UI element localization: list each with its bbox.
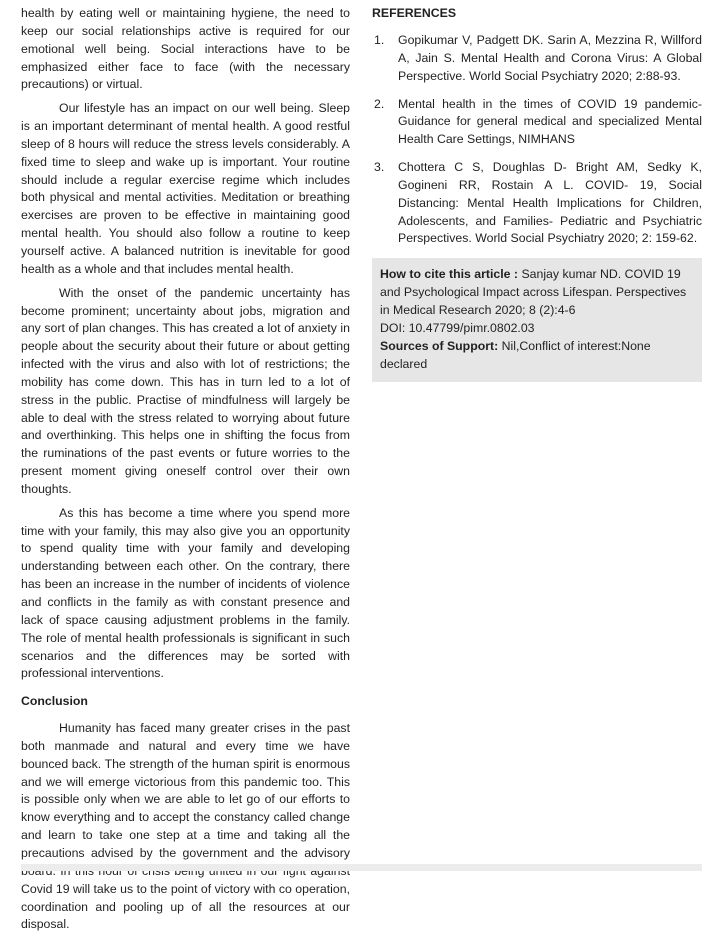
references-list — [372, 32, 702, 248]
reference-text: Gopikumar V, Padgett DK. Sarin A, Mezzina R, Willford A, Jain S. Mental Health and Corona Virus: A Global Perspective. World Social Psychiatry 2020; 2:88-93. — [398, 33, 702, 83]
sources-of-support-text: Nil,Conflict of interest:None declared — [380, 339, 651, 372]
doi-line: DOI: 10.47799/pimr.0802.03 — [380, 321, 535, 336]
body-paragraph-3: With the onset of the pandemic uncertainty has become prominent; uncertainty about jobs, migration and any sort of plan changes. This has created a lot of anxiety in people about the security about their future or about getting infected with the virus and also with lot of restrictions; the mobility has come down. This has in turn led to a lot of stress in the public. Practise of mindfulness will largely be able to deal with the stress related to worrying about future and overthinking. This helps one in shifting the focus from the ruminations of the past events or future worries to the present moment giving oneself control over their own thoughts. — [21, 285, 350, 496]
reference-item — [372, 159, 702, 248]
reference-item — [372, 96, 702, 150]
left-column — [21, 5, 350, 934]
footer-bar — [21, 864, 702, 871]
right-column — [372, 5, 702, 382]
sources-of-support — [380, 337, 694, 373]
body-paragraph-2: Our lifestyle has an impact on our well being. Sleep is an important determinant of mental health. A good restful sleep of 8 hours will reduce the stress levels considerably. A fixed time to sleep and wake up is important. Your routine should include a regular exercise regime which includes both physical and mental activities. Meditation or breathing exercises are proven to be effective in maintaining good mental health. You should also follow a routine to keep yourself active. A balanced nutrition is inevitable for good health as a whole and that includes mental health. — [21, 101, 350, 276]
how-to-cite-label: How to cite this article : — [380, 267, 519, 282]
reference-text: Mental health in the times of COVID 19 pandemic- Guidance for general medical and specialized Mental Health Care Settings, NIMHANS — [398, 96, 702, 147]
conclusion-paragraph: Humanity has faced many greater crises in the past both manmade and natural and every time we have bounced back. The strength of the human spirit is enormous and we will emerge victorious from this pandemic too. This is possible only when we are able to let go of our efforts to know everything and to accept the constancy called change and learn to take one step at a time and taking all the precautions advised by the government and the advisory Covid 19 will take us to the point of victory with co operation, coordination and pooling up of all the resources at our disposal. — [21, 721, 350, 932]
body-paragraph-1: health by eating well or maintaining hygiene, the need to keep our social relationships active is required for our emotional well being. Social interactions have to be emphasized either face to face (with the necessary precautions) or virtual. — [21, 6, 350, 92]
body-paragraph-4: As this has become a time where you spend more time with your family, this may also give you an opportunity to spend quality time with your family and developing understanding between each other. On the contrary, there has been an increase in the number of incidents of violence and conflicts in the family as with constant presence and lack of space causing adjustment problems in the family. The role of mental health professionals is significant in such scenarios and the differences may be sorted with professional interventions. — [21, 505, 350, 681]
references-heading: REFERENCES — [372, 6, 457, 20]
reference-item — [372, 32, 702, 86]
reference-number: 1. — [374, 33, 385, 47]
reference-number: 3. — [374, 160, 385, 175]
reference-number: 2. — [374, 96, 385, 111]
citation-box — [372, 258, 702, 382]
sources-of-support-label: Sources of Support: — [380, 339, 499, 354]
how-to-cite-text: Sanjay kumar ND. COVID 19 and Psychological Impact across Lifespan. Perspectives in Medical Research 2020; 8 (2):4-6 — [380, 267, 687, 318]
how-to-cite — [380, 265, 694, 319]
conclusion-heading: Conclusion — [21, 694, 88, 709]
reference-text: Chottera C S, Doughlas D- Bright AM, Sedky K, Gogineni RR, Rostain A L. COVID- 19, Social Distancing: Mental Health Implications for Children, Adolescents, and Families- Pediatric and Psychiatric Perspectives. World Social Psychiatry 2020; 2: 159-62. — [398, 160, 702, 246]
